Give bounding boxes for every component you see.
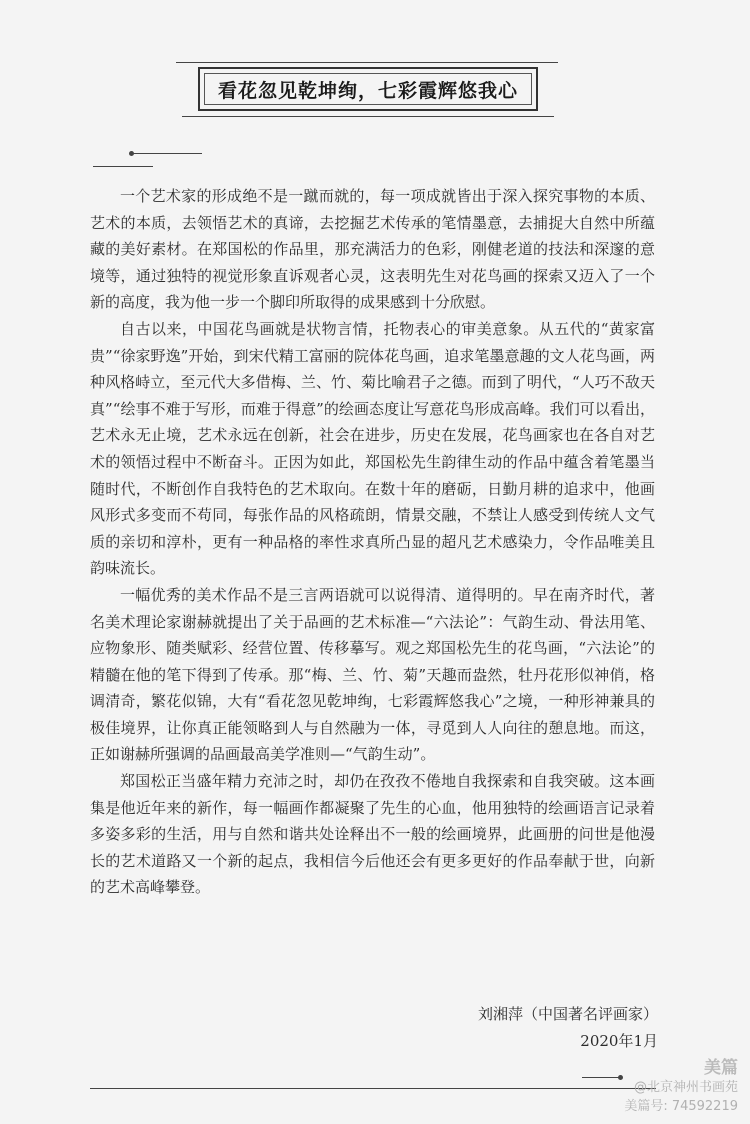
signature-author: 刘湘萍（中国著名评画家） — [477, 1005, 658, 1023]
title-deco-line-top — [176, 62, 558, 63]
left-deco-dot — [129, 151, 134, 156]
paragraph-1: 一个艺术家的形成绝不是一蹴而就的，每一项成就皆出于深入探究事物的本质、艺术的本质，去领悟艺术的真谛，去挖掘艺术传承的笔情墨意，去捕捉大自然中所蕴藏的美好素材。在郑国松的作品里，那充满活力的色彩，刚健老道的技法和深邃的意境等，通过独特的视觉形象直诉观者心灵，这表明先生对花鸟画的探索又迈入了一个新的高度，我为他一步一个脚印所取得的成果感到十分欣慰。 — [90, 187, 655, 312]
page-title: 看花忽见乾坤绚，七彩霞辉悠我心 — [217, 79, 518, 102]
bottom-deco-line-long — [90, 1088, 656, 1089]
bottom-deco-line-short — [582, 1077, 620, 1078]
bottom-deco-dot — [618, 1075, 623, 1080]
watermark-line-1: @北京神州书画苑 — [633, 1080, 738, 1095]
watermark-line-2: 美篇号: 74592219 — [624, 1099, 738, 1114]
signature-date: 2020年1月 — [580, 1032, 658, 1050]
article-body — [90, 183, 655, 901]
left-deco-line-2 — [93, 166, 153, 167]
paragraph-4: 郑国松正当盛年精力充沛之时，却仍在孜孜不倦地自我探索和自我突破。这本画集是他近年来的新作，每一幅画作都凝聚了先生的心血，他用独特的绘画语言记录着多姿多彩的生活，用与自然和谐共处诠释出不一般的绘画境界，此画册的问世是他漫长的艺术道路又一个新的起点，我相信今后他还会有更多更好的作品奉献于世，向新的艺术高峰攀登。 — [90, 772, 655, 897]
paragraph-2: 自古以来，中国花鸟画就是状物言情，托物表心的审美意象。从五代的“黄家富贵”“徐家野逸”开始，到宋代精工富丽的院体花鸟画，追求笔墨意趣的文人花鸟画，两种风格峙立，至元代大多借梅、兰、竹、菊比喻君子之德。而到了明代，“人巧不敌天真”“绘事不难于写形，而难于得意”的绘画态度让写意花鸟形成高峰。我们可以看出，艺术永无止境，艺术永远在创新，社会在进步，历史在发展，花鸟画家也在各自对艺术的领悟过程中不断奋斗。正因为如此，郑国松先生韵律生动的作品中蕴含着笔墨当随时代，不断创作自我特色的艺术取向。在数十年的磨砺，日勤月耕的追求中，他画风形式多变而不苟同，每张作品的风格疏朗，情景交融，不禁让人感受到传统人文气质的亲切和淳朴，更有一种品格的率性求真所凸显的超凡艺术感染力，令作品唯美且韵味流长。 — [90, 319, 655, 578]
title-inner-frame — [204, 73, 532, 105]
watermark — [624, 1059, 738, 1116]
title-frame — [198, 67, 538, 111]
left-deco-line-1 — [132, 153, 202, 154]
title-deco-line-bottom — [182, 116, 554, 117]
paragraph-3: 一幅优秀的美术作品不是三言两语就可以说得清、道得明的。早在南齐时代，著名美术理论家谢赫就提出了关于品画的艺术标准—“六法论”：气韵生动、骨法用笔、应物象形、随类赋彩、经营位置、传移摹写。观之郑国松先生的花鸟画，“六法论”的精髓在他的笔下得到了传承。那“梅、兰、竹、菊”天趣而盎然，牡丹花形似神俏，格调清奇，繁花似锦，大有“看花忽见乾坤绚，七彩霞辉悠我心”之境，一种形神兼具的极佳境界，让你真正能领略到人与自然融为一体，寻觅到人人向往的憩息地。而这，正如谢赫所强调的品画最高美学准则—“气韵生动”。 — [90, 585, 655, 764]
watermark-brand: 美篇 — [704, 1058, 738, 1078]
